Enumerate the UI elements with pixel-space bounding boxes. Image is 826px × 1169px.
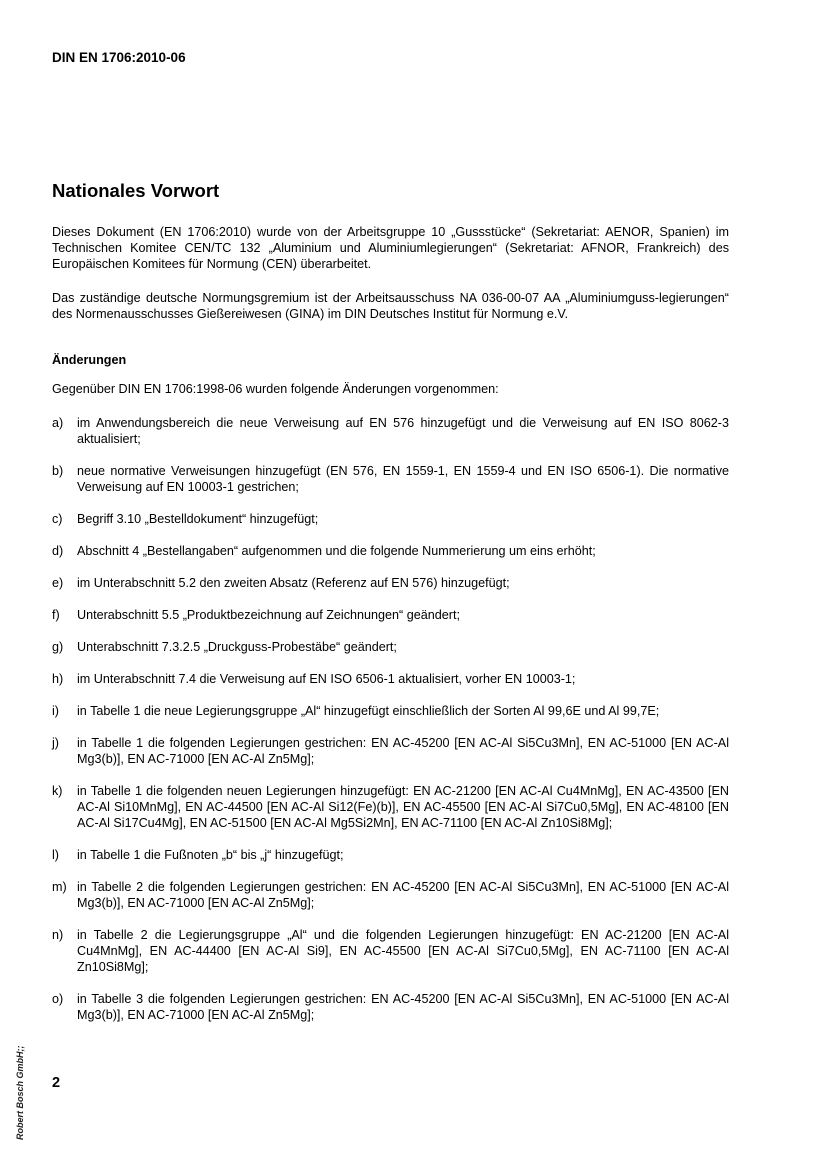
list-item-d — [52, 543, 729, 559]
list-label: i) — [52, 704, 59, 718]
list-item-c — [52, 511, 729, 527]
list-label: g) — [52, 640, 64, 654]
list-label: l) — [52, 848, 59, 862]
list-text: in Tabelle 1 die Fußnoten „b“ bis „j“ hinzugefügt; — [77, 848, 344, 862]
list-label: o) — [52, 992, 64, 1006]
page-number: 2 — [52, 1075, 61, 1091]
document-body — [52, 224, 729, 1039]
list-text: in Tabelle 2 die Legierungsgruppe „Al“ und die folgenden Legierungen hinzugefügt: EN AC-21200 [EN AC-Al Cu4MnMg], EN AC-44400 [EN AC-Al Si9], EN AC-45500 [EN AC-Al Si7Cu0,5Mg], EN AC-71100 [EN AC-Al Zn10Si8Mg]; — [77, 928, 729, 974]
list-label: a) — [52, 416, 64, 430]
list-label: d) — [52, 544, 64, 558]
list-item-j — [52, 735, 729, 767]
list-item-i — [52, 703, 729, 719]
section-heading: Änderungen — [52, 353, 127, 367]
list-text: im Unterabschnitt 7.4 die Verweisung auf EN ISO 6506-1 aktualisiert, vorher EN 10003-1; — [77, 672, 576, 686]
list-item-e — [52, 575, 729, 591]
page-title: Nationales Vorwort — [52, 180, 220, 201]
list-label: k) — [52, 784, 63, 798]
list-label: b) — [52, 464, 64, 478]
list-item-n — [52, 927, 729, 975]
list-text: Abschnitt 4 „Bestellangaben“ aufgenommen und die folgende Nummerierung um eins erhöht; — [77, 544, 596, 558]
intro-paragraph-1: Dieses Dokument (EN 1706:2010) wurde von der Arbeitsgruppe 10 „Gussstücke“ (Sekretariat: AENOR, Spanien) im Technischen Komitee CEN/TC 132 „Aluminium und Aluminiumlegierungen“ (Sekretariat: AFNOR, Frankreich) des Europäischen Komitees für Normung (CEN) überarbeitet. — [52, 225, 729, 271]
list-item-h — [52, 671, 729, 687]
list-item-o — [52, 991, 729, 1023]
list-text: Begriff 3.10 „Bestelldokument“ hinzugefügt; — [77, 512, 319, 526]
list-label: f) — [52, 608, 60, 622]
list-item-b — [52, 463, 729, 495]
list-item-f — [52, 607, 729, 623]
list-label: m) — [52, 880, 67, 894]
list-text: Unterabschnitt 7.3.2.5 „Druckguss-Probestäbe“ geändert; — [77, 640, 397, 654]
list-text: in Tabelle 1 die neue Legierungsgruppe „Al“ hinzugefügt einschließlich der Sorten Al 99,6E und Al 99,7E; — [77, 704, 660, 718]
changes-intro: Gegenüber DIN EN 1706:1998-06 wurden folgende Änderungen vorgenommen: — [52, 382, 499, 396]
list-text: in Tabelle 3 die folgenden Legierungen gestrichen: EN AC-45200 [EN AC-Al Si5Cu3Mn], EN AC-51000 [EN AC-Al Mg3(b)], EN AC-71000 [EN AC-Al Zn5Mg]; — [77, 992, 729, 1022]
list-text: neue normative Verweisungen hinzugefügt (EN 576, EN 1559-1, EN 1559-4 und EN ISO 6506-1). Die normative Verweisung auf EN 10003-1 gestrichen; — [77, 464, 729, 494]
list-item-g — [52, 639, 729, 655]
list-item-m — [52, 879, 729, 911]
list-text: im Unterabschnitt 5.2 den zweiten Absatz (Referenz auf EN 576) hinzugefügt; — [77, 576, 510, 590]
list-text: in Tabelle 1 die folgenden neuen Legierungen hinzugefügt: EN AC-21200 [EN AC-Al Cu4MnMg], EN AC-43500 [EN AC-Al Si10MnMg], EN AC-44500 [EN AC-Al Si12(Fe)(b)], EN AC-45500 [EN AC-Al Si7Cu0,5Mg], EN AC-48100 [EN AC-Al Si17Cu4Mg], EN AC-51500 [EN AC-Al Mg5Si2Mn], EN AC-71100 [EN AC-Al Zn10Si8Mg]; — [77, 784, 729, 830]
intro-paragraph-2: Das zuständige deutsche Normungsgremium ist der Arbeitsausschuss NA 036-00-07 AA „Aluminiumguss-legierungen“ des Normenausschusses Gießereiwesen (GINA) im DIN Deutsches Institut für Normung e.V. — [52, 291, 729, 321]
document-id: DIN EN 1706:2010-06 — [52, 50, 186, 65]
sidebar-watermark: Robert Bosch GmbH;; — [15, 1045, 25, 1140]
list-label: j) — [52, 736, 59, 750]
list-text: im Anwendungsbereich die neue Verweisung auf EN 576 hinzugefügt und die Verweisung auf EN ISO 8062-3 aktualisiert; — [77, 416, 729, 446]
changes-list — [52, 415, 729, 1023]
list-label: n) — [52, 928, 64, 942]
list-item-k — [52, 783, 729, 831]
list-text: in Tabelle 2 die folgenden Legierungen gestrichen: EN AC-45200 [EN AC-Al Si5Cu3Mn], EN AC-51000 [EN AC-Al Mg3(b)], EN AC-71000 [EN AC-Al Zn5Mg]; — [77, 880, 729, 910]
list-label: e) — [52, 576, 64, 590]
list-item-l — [52, 847, 729, 863]
list-item-a — [52, 415, 729, 447]
list-text: in Tabelle 1 die folgenden Legierungen gestrichen: EN AC-45200 [EN AC-Al Si5Cu3Mn], EN AC-51000 [EN AC-Al Mg3(b)], EN AC-71000 [EN AC-Al Zn5Mg]; — [77, 736, 729, 766]
list-label: c) — [52, 512, 63, 526]
list-text: Unterabschnitt 5.5 „Produktbezeichnung auf Zeichnungen“ geändert; — [77, 608, 460, 622]
list-label: h) — [52, 672, 64, 686]
